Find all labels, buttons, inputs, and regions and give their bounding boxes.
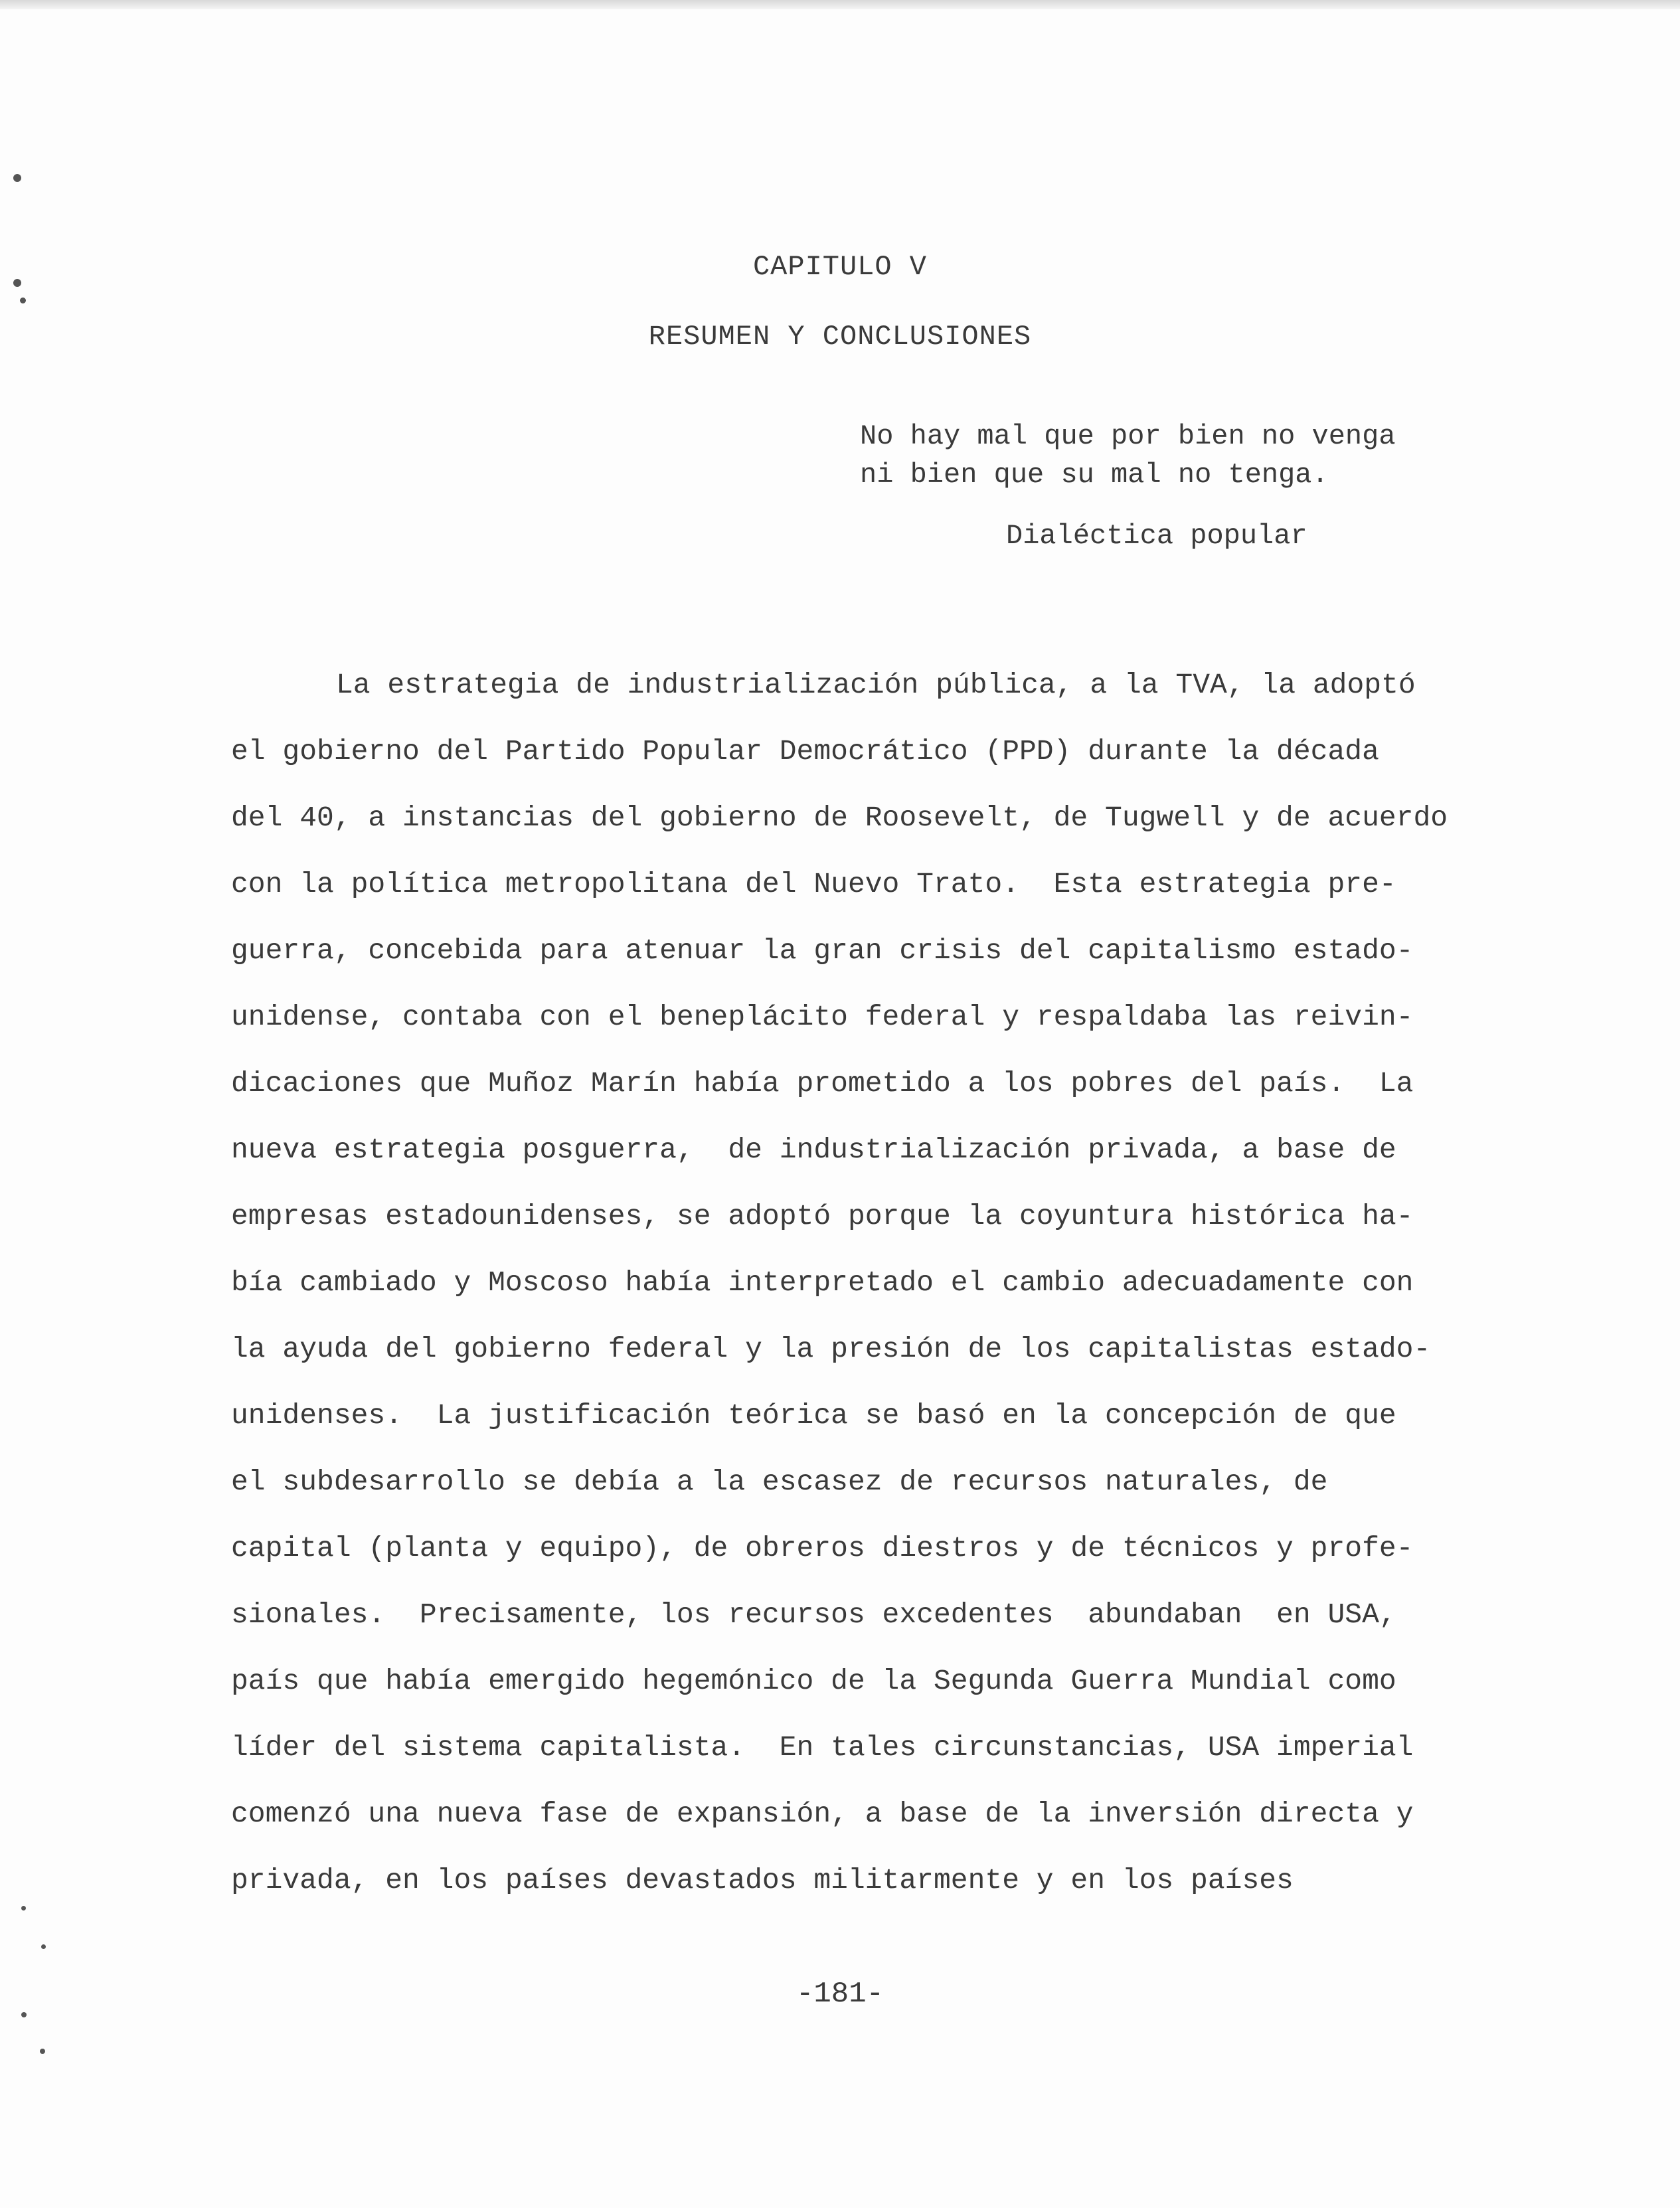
text-line: el gobierno del Partido Popular Democrático (PPD) durante la década [231, 735, 1379, 768]
text-line: empresas estadounidenses, se adoptó porque la coyuntura histórica ha- [231, 1200, 1414, 1232]
text-line: bía cambiado y Moscoso había interpretado el cambio adecuadamente con [231, 1266, 1414, 1299]
text-line: del 40, a instancias del gobierno de Roosevelt, de Tugwell y de acuerdo [231, 802, 1448, 834]
punch-hole-mark [40, 2049, 45, 2054]
page-number: -181- [796, 1978, 884, 2011]
text-line: dicaciones que Muñoz Marín había prometido a los pobres del país. La [231, 1067, 1414, 1100]
text-line: nueva estrategia posguerra, de industrialización privada, a base de [231, 1134, 1396, 1166]
epigraph-line: ni bien que su mal no tenga. [860, 459, 1329, 491]
epigraph-line: No hay mal que por bien no venga [860, 420, 1396, 452]
text-line: país que había emergido hegemónico de la Segunda Guerra Mundial como [231, 1665, 1396, 1697]
text-line: guerra, concebida para atenuar la gran crisis del capitalismo estado- [231, 934, 1414, 967]
punch-hole-mark [21, 2012, 27, 2017]
text-line: el subdesarrollo se debía a la escasez de recursos naturales, de [231, 1466, 1328, 1498]
text-line: la ayuda del gobierno federal y la presión de los capitalistas estado- [231, 1333, 1431, 1365]
punch-hole-mark [13, 174, 21, 182]
text-line: comenzó una nueva fase de expansión, a base de la inversión directa y [231, 1798, 1414, 1830]
epigraph [860, 417, 1396, 494]
text-line: privada, en los países devastados militarmente y en los países [231, 1864, 1294, 1897]
punch-hole-mark [41, 1944, 46, 1949]
page-top-edge [0, 0, 1680, 9]
chapter-number: CAPITULO V [752, 251, 928, 283]
text-line: líder del sistema capitalista. En tales circunstancias, USA imperial [231, 1731, 1414, 1764]
chapter-title: RESUMEN Y CONCLUSIONES [648, 321, 1032, 353]
body-paragraph [231, 652, 1516, 1914]
text-line: con la política metropolitana del Nuevo Trato. Esta estrategia pre- [231, 868, 1396, 900]
text-line: unidense, contaba con el beneplácito federal y respaldaba las reivin- [231, 1001, 1414, 1033]
text-line: unidenses. La justificación teórica se basó en la concepción de que [231, 1399, 1396, 1432]
text-line: La estrategia de industrialización pública, a la TVA, la adoptó [336, 669, 1416, 701]
punch-hole-mark [20, 297, 26, 303]
punch-hole-mark [21, 1906, 26, 1911]
epigraph-source: Dialéctica popular [1006, 520, 1307, 552]
text-line: capital (planta y equipo), de obreros diestros y de técnicos y profe- [231, 1532, 1414, 1565]
text-line: sionales. Precisamente, los recursos excedentes abundaban en USA, [231, 1598, 1396, 1631]
